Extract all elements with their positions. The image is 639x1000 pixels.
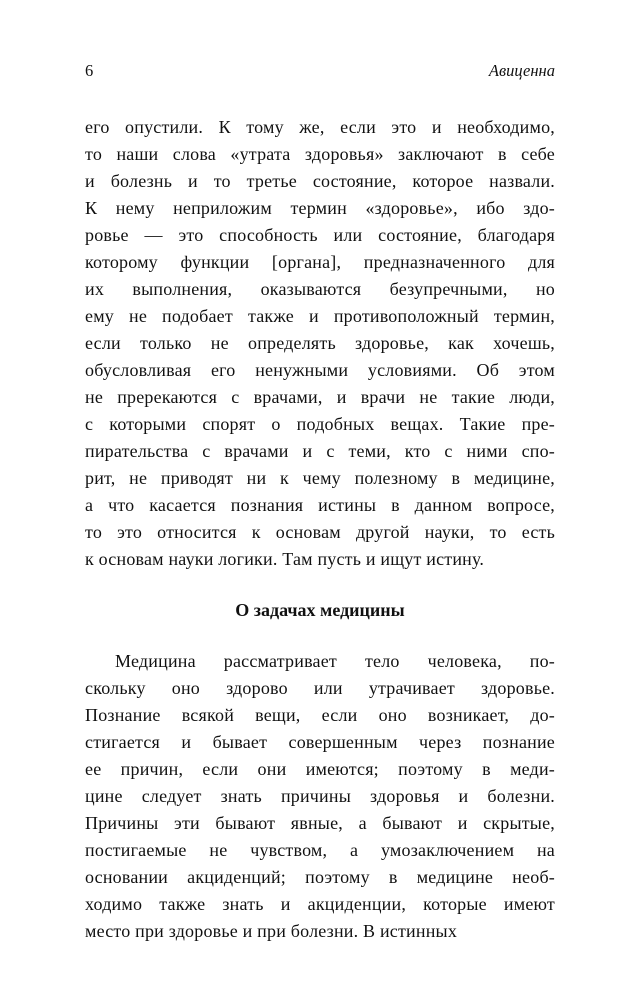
text-line: стигается и бывает совершенным через познание (85, 732, 555, 752)
text-line: ему не подобает также и противоположный термин, (85, 306, 555, 326)
running-head (85, 62, 555, 80)
text-line: которому функции [органа], предназначенного для (85, 252, 555, 272)
paragraph-medicine-tasks (85, 648, 555, 945)
section-heading: О задачах медицины (235, 600, 405, 620)
text-line: рит, не приводят ни к чему полезному в медицине, (85, 468, 555, 488)
text-line: Познание всякой вещи, если оно возникает, до- (85, 705, 555, 725)
text-line: ходимо также знать и акциденции, которые имеют (85, 894, 555, 914)
text-line: обусловливая его ненужными условиями. Об этом (85, 360, 555, 380)
text-line: если только не определять здоровье, как хочешь, (85, 333, 555, 353)
text-line: а что касается познания истины в данном вопросе, (85, 495, 555, 515)
text-line: скольку оно здорово или утрачивает здоровье. (85, 678, 555, 698)
page-number: 6 (85, 61, 94, 80)
text-line: то наши слова «утрата здоровья» заключают в себе (85, 144, 555, 164)
text-line: К нему неприложим термин «здоровье», ибо здо- (85, 198, 555, 218)
text-line: основании акциденций; поэтому в медицине необ- (85, 867, 555, 887)
text-line: к основам науки логики. Там пусть и ищут истину. (85, 549, 485, 569)
text-line: Причины эти бывают явные, а бывают и скрытые, (85, 813, 555, 833)
text-line: и болезнь и то третье состояние, которое назвали. (85, 171, 555, 191)
text-line: пирательства с врачами и с теми, кто с ними спо- (85, 441, 555, 461)
body-text (85, 114, 555, 945)
text-line: цине следует знать причины здоровья и болезни. (85, 786, 555, 806)
text-line: то это относится к основам другой науки, то есть (85, 522, 555, 542)
text-line: место при здоровье и при болезни. В истинных (85, 921, 458, 941)
text-line: Медицина рассматривает тело человека, по- (115, 651, 555, 671)
text-line: постигаемые не чувством, а умозаключением на (85, 840, 555, 860)
text-line: его опустили. К тому же, если это и необходимо, (85, 117, 555, 137)
text-line: с которыми спорят о подобных вещах. Такие пре- (85, 414, 555, 434)
text-line: ее причин, если они имеются; поэтому в меди- (85, 759, 555, 779)
text-line: ровье — это способность или состояние, благодаря (85, 225, 555, 245)
running-title: Авиценна (488, 61, 555, 80)
text-line: не пререкаются с врачами, и врачи не такие люди, (85, 387, 555, 407)
text-line: их выполнения, оказываются безупречными, но (85, 279, 555, 299)
paragraph-continuation (85, 114, 555, 573)
